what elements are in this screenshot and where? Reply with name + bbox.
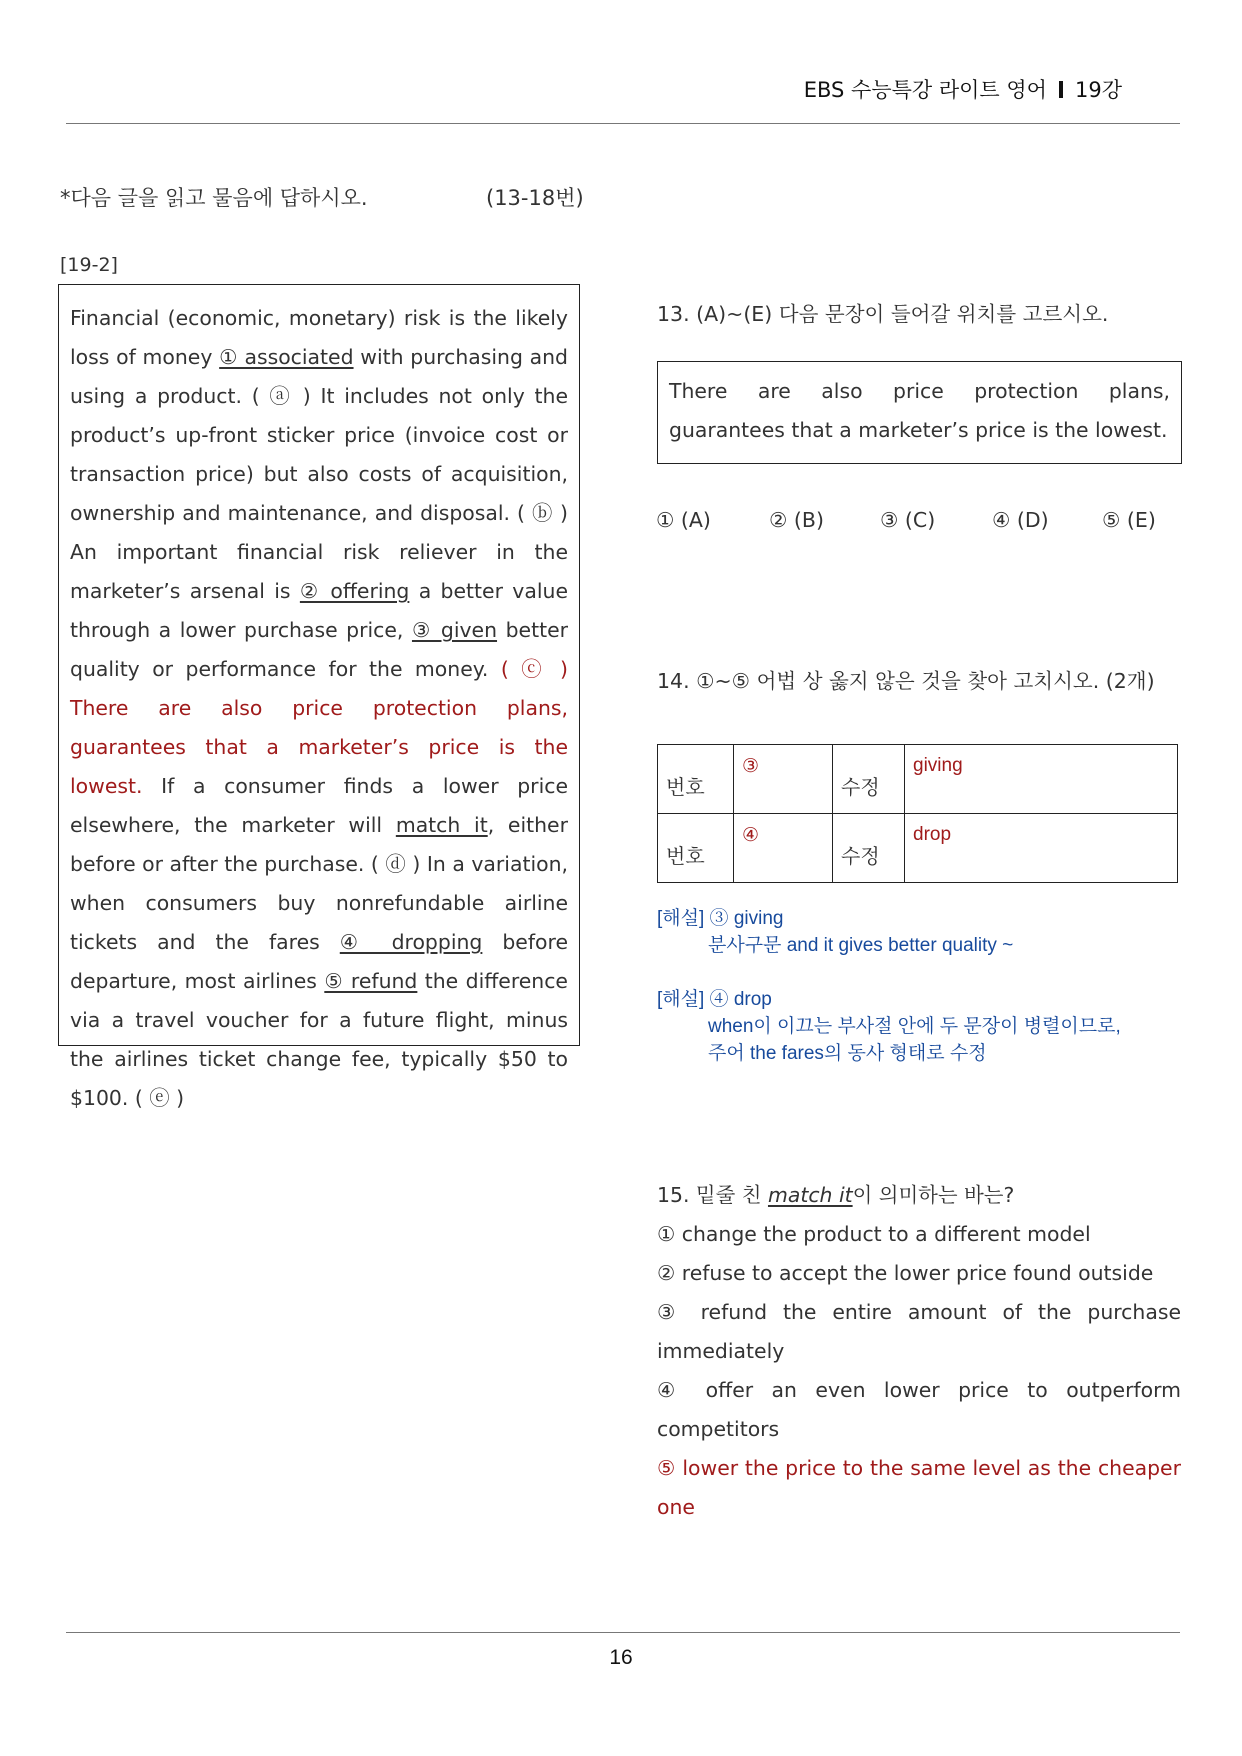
passage-tag: [19-2] — [60, 254, 118, 276]
passage-text: , either before or after the purchase. ( ⓓ ) In a variation, when consumers buy nonrefundable airline tickets and the fares — [70, 813, 568, 954]
answer-fix: drop — [905, 814, 1178, 883]
passage-text: Financial (economic, monetary) risk is the likely loss of money — [70, 306, 568, 369]
q13-choice-e: ⑤ (E) — [1102, 508, 1156, 532]
q13-sentence-box: There are also price protection plans, guarantees that a marketer’s price is the lowest. — [657, 361, 1182, 464]
instruction-range: (13-18번) — [486, 186, 584, 210]
explanation-head: [해설] ③ giving — [657, 908, 784, 929]
label-number: 번호 — [658, 745, 734, 814]
q15-option-3: ③ refund the entire amount of the purchase immediately — [657, 1300, 1181, 1363]
answer-number: ③ — [734, 745, 833, 814]
table-row — [658, 814, 1178, 883]
q15-prompt-emphasis: match it — [767, 1183, 853, 1207]
q15-option-4: ④ offer an even lower price to outperform competitors — [657, 1378, 1181, 1441]
q14-answer-table — [657, 744, 1178, 883]
explanation-line: 분사구문 and it gives better quality ~ — [708, 935, 1014, 956]
explanation-line: 주어 the fares의 동사 형태로 수정 — [708, 1043, 987, 1064]
q15-prompt — [657, 1176, 1181, 1215]
q15-prompt-text: 15. 밑줄 친 — [657, 1183, 768, 1207]
label-number: 번호 — [658, 814, 734, 883]
passage-text: a better value through a lower purchase price, — [70, 579, 569, 642]
q13-prompt: 13. (A)~(E) 다음 문장이 들어갈 위치를 고르시오. — [657, 302, 1109, 326]
underlined-item-1: ① associated — [219, 345, 354, 369]
underlined-match-it: match it — [395, 813, 488, 837]
footer-divider — [66, 1632, 1180, 1633]
q15-option-1: ① change the product to a different model — [657, 1222, 1091, 1246]
q13-choice-a: ① (A) — [656, 508, 711, 532]
underlined-item-3: ③ given — [411, 618, 498, 642]
q13-choice-c-answer: ③ (C) — [880, 508, 936, 532]
inserted-sentence-highlight: ( ⓒ ) There are also price protection plans, guarantees that a marketer’s price is the lowest. — [70, 657, 569, 798]
explanation-1 — [657, 905, 1013, 959]
answer-fix: giving — [905, 745, 1178, 814]
label-fix: 수정 — [833, 745, 905, 814]
underlined-item-4: ④ dropping — [339, 930, 483, 954]
passage-text: better quality or performance for the money. — [70, 618, 568, 681]
q14-prompt: 14. ①~⑤ 어법 상 옳지 않은 것을 찾아 고치시오. (2개) — [657, 669, 1155, 693]
passage-text: the difference via a travel voucher for a future flight, minus the airlines ticket change fee, typically $50 to $100. ( ⓔ ) — [70, 969, 568, 1110]
explanation-head: [해설] ④ drop — [657, 989, 772, 1010]
underlined-item-5: ⑤ refund — [324, 969, 418, 993]
answer-number: ④ — [734, 814, 833, 883]
passage-text: with purchasing and using a product. ( ⓐ ) It includes not only the product’s up-front sticker price (invoice cost or transaction price) but also costs of acquisition, ownership and maintenance, and disposal. ( ⓑ ) An important financial risk reliever in the marketer’s arsenal is — [70, 345, 568, 603]
q15-option-5-answer: ⑤ lower the price to the same level as the cheaper one — [657, 1456, 1181, 1519]
passage-text: If a consumer finds a lower price elsewhere, the marketer will — [70, 774, 568, 837]
page-number: 16 — [609, 1646, 633, 1669]
q13-choice-b: ② (B) — [769, 508, 824, 532]
header-separator — [1059, 81, 1063, 98]
q15-option-2: ② refuse to accept the lower price found outside — [657, 1261, 1154, 1285]
q13-choice-d: ④ (D) — [992, 508, 1049, 532]
q15-block — [657, 1176, 1181, 1527]
label-fix: 수정 — [833, 814, 905, 883]
explanation-line: when이 이끄는 부사절 안에 두 문장이 병렬이므로, — [708, 1016, 1121, 1037]
passage-box — [58, 284, 580, 1110]
header-divider — [66, 123, 1180, 124]
header-title — [804, 74, 1122, 104]
underlined-item-2: ② offering — [299, 579, 410, 603]
header-lesson: 19강 — [1074, 78, 1122, 102]
passage-text: before departure, most airlines — [70, 930, 568, 993]
table-row — [658, 745, 1178, 814]
instruction-text: *다음 글을 읽고 물음에 답하시오. — [60, 186, 368, 210]
explanation-2 — [657, 986, 1121, 1067]
q15-prompt-text: 이 의미하는 바는? — [852, 1183, 1015, 1207]
header-title-text: EBS 수능특강 라이트 영어 — [803, 78, 1047, 102]
